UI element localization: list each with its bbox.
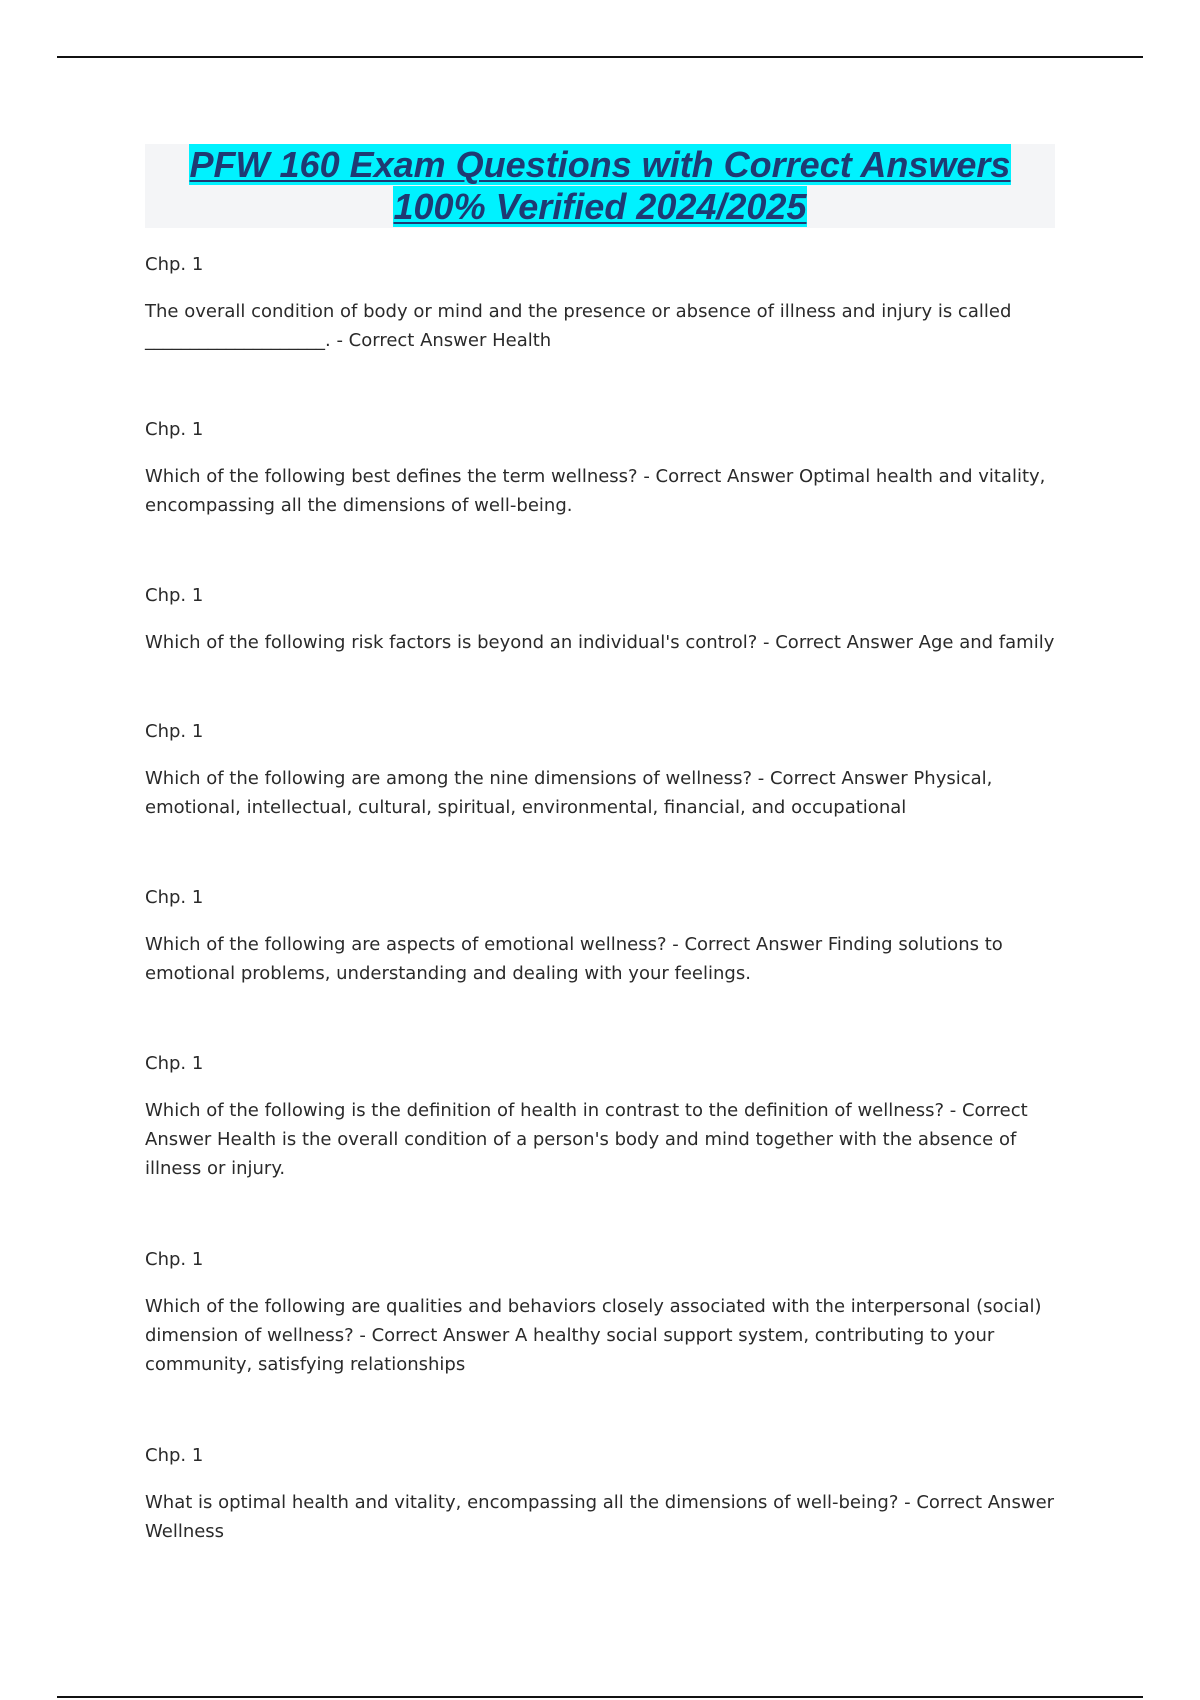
question-list (145, 253, 1065, 1564)
question-item (145, 720, 1065, 886)
chapter-label: Chp. 1 (145, 254, 204, 275)
chapter-label: Chp. 1 (145, 1249, 204, 1270)
question-item (145, 418, 1065, 584)
question-text: Which of the following best defines the term wellness? - Correct Answer Optimal health and vitality, encompassing all the dimensions of well-being. (145, 466, 1046, 516)
question-text: Which of the following risk factors is beyond an individual's control? - Correct Answer Age and family (145, 632, 1055, 653)
chapter-label: Chp. 1 (145, 1445, 204, 1466)
document-title (145, 144, 1055, 228)
chapter-label: Chp. 1 (145, 585, 204, 606)
question-text: What is optimal health and vitality, encompassing all the dimensions of well-being? - Correct Answer Wellness (145, 1492, 1055, 1542)
question-item (145, 1052, 1065, 1248)
chapter-label: Chp. 1 (145, 1053, 204, 1074)
question-item (145, 1248, 1065, 1444)
chapter-label: Chp. 1 (145, 721, 204, 742)
question-text: Which of the following are qualities and behaviors closely associated with the interpersonal (social) dimension of wellness? - Correct Answer A healthy social support system, contributing to your community, satisfying relationships (145, 1296, 1042, 1375)
question-text: Which of the following are among the nine dimensions of wellness? - Correct Answer Physical, emotional, intellectual, cultural, spiritual, environmental, financial, and occupational (145, 768, 993, 818)
question-item (145, 253, 1065, 418)
question-text: Which of the following are aspects of emotional wellness? - Correct Answer Finding solutions to emotional problems, understanding and dealing with your feelings. (145, 934, 1003, 984)
chapter-label: Chp. 1 (145, 419, 204, 440)
top-rule (57, 56, 1143, 58)
bottom-rule (57, 1696, 1143, 1698)
chapter-label: Chp. 1 (145, 887, 204, 908)
question-text: Which of the following is the definition of health in contrast to the definition of wellness? - Correct Answer Health is the overall condition of a person's body and mind together with the absence of illness or injury. (145, 1100, 1028, 1179)
question-item (145, 1444, 1065, 1564)
title-line-1: PFW 160 Exam Questions with Correct Answers (189, 144, 1011, 185)
title-line-2: 100% Verified 2024/2025 (393, 186, 807, 227)
question-text: The overall condition of body or mind and the presence or absence of illness and injury is called ____________________. - Correct Answer Health (145, 301, 1012, 351)
question-item (145, 584, 1065, 720)
question-item (145, 886, 1065, 1052)
